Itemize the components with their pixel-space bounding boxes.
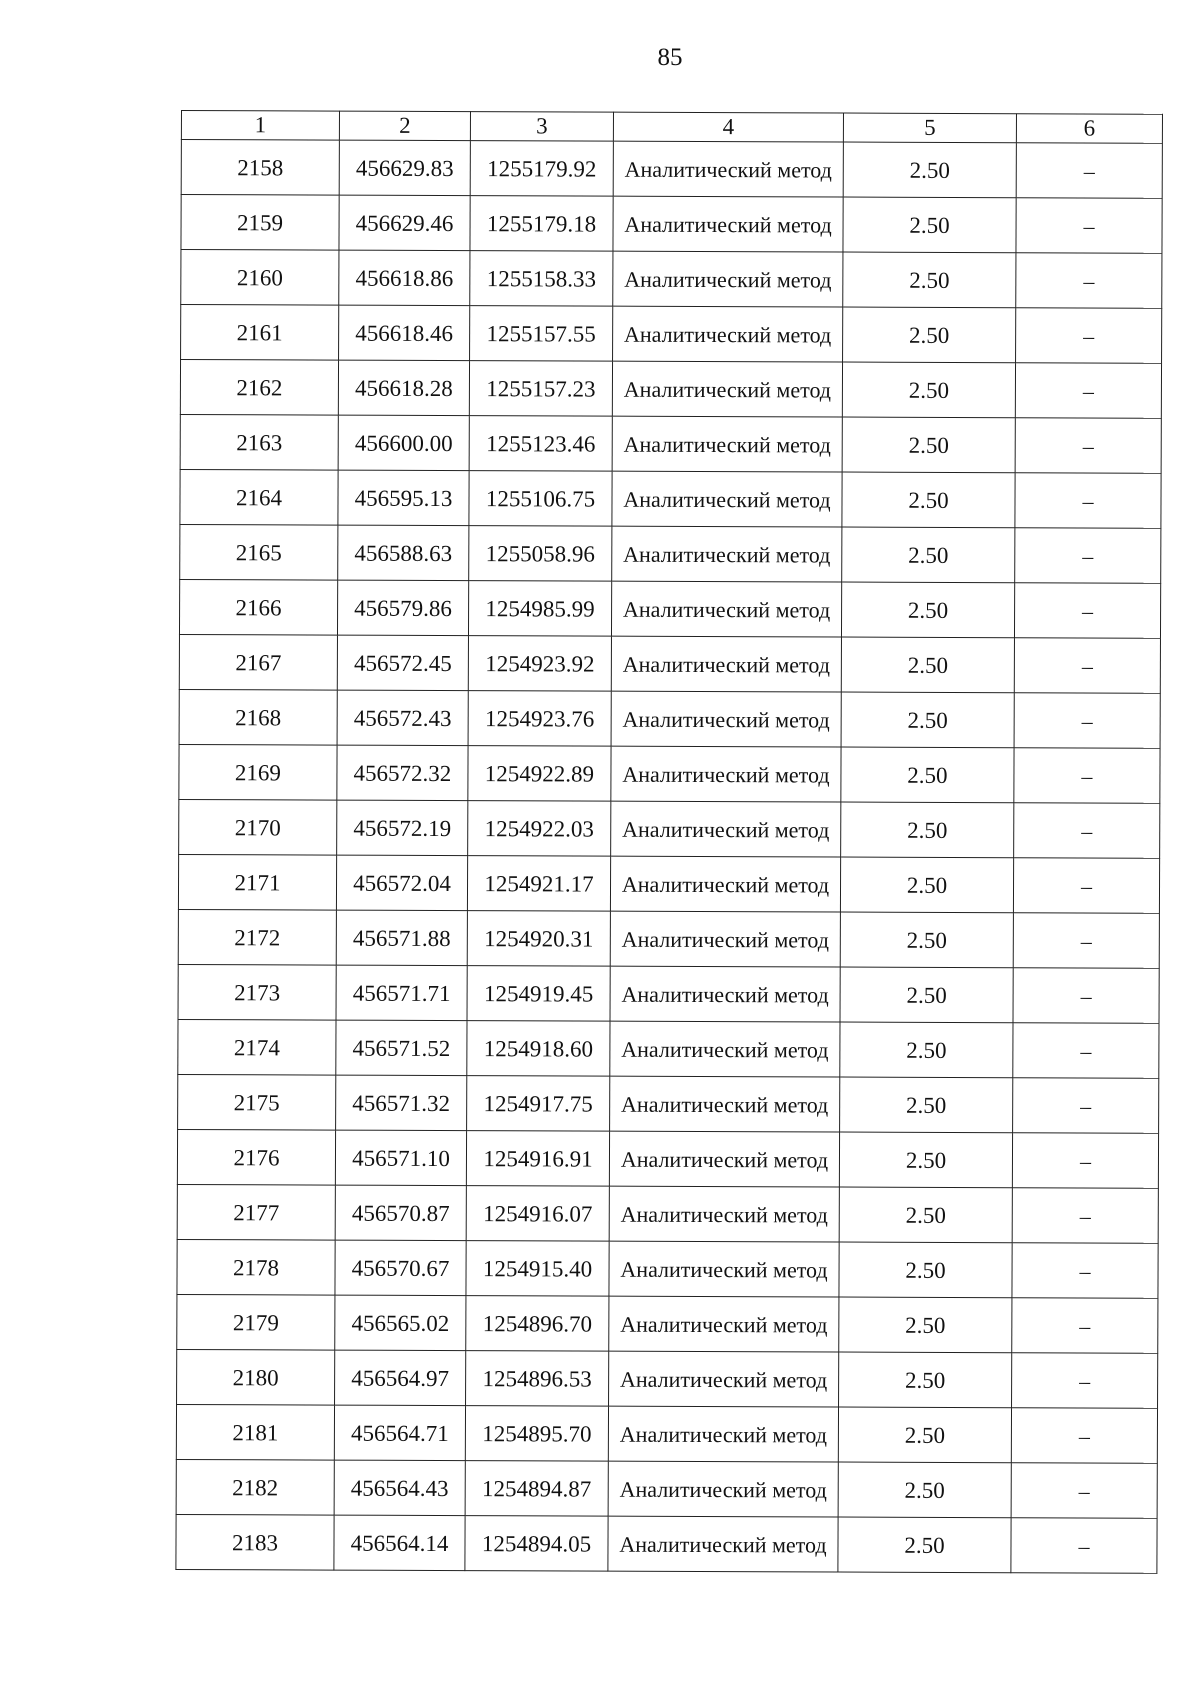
cell-accuracy: 2.50 bbox=[843, 307, 1016, 363]
cell-y-coordinate: 1254919.45 bbox=[467, 966, 610, 1022]
cell-method: Аналитический метод bbox=[611, 636, 841, 692]
cell-method: Аналитический метод bbox=[608, 1516, 838, 1572]
cell-y-coordinate: 1254896.70 bbox=[466, 1296, 609, 1352]
cell-accuracy: 2.50 bbox=[838, 1517, 1011, 1573]
cell-accuracy: 2.50 bbox=[840, 912, 1013, 968]
table-row bbox=[179, 579, 1160, 638]
cell-x-coordinate: 456629.83 bbox=[339, 140, 470, 196]
table-row bbox=[179, 799, 1160, 858]
cell-note: – bbox=[1012, 1133, 1158, 1189]
cell-accuracy: 2.50 bbox=[840, 1077, 1013, 1133]
table-row bbox=[181, 305, 1162, 364]
cell-y-coordinate: 1254985.99 bbox=[468, 581, 611, 637]
cell-method: Аналитический метод bbox=[609, 1351, 839, 1407]
table-row bbox=[177, 1239, 1158, 1298]
cell-accuracy: 2.50 bbox=[841, 802, 1014, 858]
cell-point-number: 2178 bbox=[177, 1239, 335, 1295]
cell-x-coordinate: 456629.46 bbox=[339, 195, 470, 251]
cell-point-number: 2171 bbox=[178, 854, 336, 910]
cell-method: Аналитический метод bbox=[610, 856, 840, 912]
cell-x-coordinate: 456572.43 bbox=[337, 690, 468, 746]
cell-y-coordinate: 1255157.55 bbox=[470, 306, 613, 362]
cell-method: Аналитический метод bbox=[609, 1296, 839, 1352]
cell-method: Аналитический метод bbox=[608, 1406, 838, 1462]
cell-method: Аналитический метод bbox=[611, 801, 841, 857]
cell-method: Аналитический метод bbox=[612, 361, 842, 417]
cell-note: – bbox=[1014, 638, 1160, 694]
cell-accuracy: 2.50 bbox=[842, 362, 1015, 418]
cell-point-number: 2170 bbox=[179, 799, 337, 855]
cell-y-coordinate: 1255058.96 bbox=[469, 526, 612, 582]
cell-method: Аналитический метод bbox=[612, 471, 842, 527]
cell-x-coordinate: 456564.14 bbox=[334, 1515, 465, 1571]
cell-point-number: 2173 bbox=[178, 964, 336, 1020]
cell-x-coordinate: 456618.86 bbox=[339, 250, 470, 306]
cell-point-number: 2175 bbox=[178, 1074, 336, 1130]
header-col-5: 5 bbox=[843, 113, 1016, 143]
cell-method: Аналитический метод bbox=[609, 1186, 839, 1242]
cell-method: Аналитический метод bbox=[610, 966, 840, 1022]
cell-method: Аналитический метод bbox=[611, 691, 841, 747]
cell-method: Аналитический метод bbox=[610, 1021, 840, 1077]
cell-x-coordinate: 456618.28 bbox=[338, 360, 469, 416]
cell-point-number: 2158 bbox=[181, 140, 339, 196]
cell-note: – bbox=[1012, 1243, 1158, 1299]
cell-y-coordinate: 1254894.05 bbox=[465, 1516, 608, 1572]
cell-y-coordinate: 1255106.75 bbox=[469, 471, 612, 527]
table-row bbox=[179, 744, 1160, 803]
cell-note: – bbox=[1016, 253, 1162, 309]
table-row bbox=[176, 1514, 1157, 1573]
page-number: 85 bbox=[657, 44, 683, 71]
cell-point-number: 2172 bbox=[178, 909, 336, 965]
cell-x-coordinate: 456570.67 bbox=[335, 1240, 466, 1296]
cell-y-coordinate: 1255179.92 bbox=[470, 141, 613, 197]
cell-point-number: 2165 bbox=[180, 524, 338, 580]
table-row bbox=[181, 195, 1162, 254]
cell-accuracy: 2.50 bbox=[839, 1297, 1012, 1353]
cell-accuracy: 2.50 bbox=[839, 1187, 1012, 1243]
cell-note: – bbox=[1013, 968, 1159, 1024]
cell-note: – bbox=[1013, 1023, 1159, 1079]
cell-x-coordinate: 456572.04 bbox=[336, 855, 467, 911]
cell-note: – bbox=[1013, 858, 1159, 914]
cell-x-coordinate: 456564.43 bbox=[334, 1460, 465, 1516]
cell-note: – bbox=[1012, 1188, 1158, 1244]
cell-method: Аналитический метод bbox=[613, 251, 843, 307]
cell-note: – bbox=[1011, 1463, 1157, 1519]
cell-point-number: 2182 bbox=[176, 1459, 334, 1515]
cell-note: – bbox=[1014, 693, 1160, 749]
cell-method: Аналитический метод bbox=[609, 1131, 839, 1187]
cell-method: Аналитический метод bbox=[612, 416, 842, 472]
cell-y-coordinate: 1255158.33 bbox=[470, 251, 613, 307]
table-row bbox=[177, 1184, 1158, 1243]
cell-x-coordinate: 456571.32 bbox=[336, 1075, 467, 1131]
cell-note: – bbox=[1014, 748, 1160, 804]
table-row bbox=[181, 140, 1162, 199]
cell-x-coordinate: 456565.02 bbox=[335, 1295, 466, 1351]
cell-y-coordinate: 1255157.23 bbox=[469, 361, 612, 417]
table-row bbox=[178, 1074, 1159, 1133]
cell-y-coordinate: 1254922.03 bbox=[468, 801, 611, 857]
cell-accuracy: 2.50 bbox=[840, 857, 1013, 913]
cell-x-coordinate: 456571.71 bbox=[336, 965, 467, 1021]
cell-x-coordinate: 456571.88 bbox=[336, 910, 467, 966]
header-col-1: 1 bbox=[181, 111, 339, 141]
table-row bbox=[180, 414, 1161, 473]
cell-note: – bbox=[1011, 1408, 1157, 1464]
cell-y-coordinate: 1254923.76 bbox=[468, 691, 611, 747]
table-row bbox=[178, 1019, 1159, 1078]
cell-accuracy: 2.50 bbox=[841, 692, 1014, 748]
cell-y-coordinate: 1254895.70 bbox=[465, 1406, 608, 1462]
cell-accuracy: 2.50 bbox=[839, 1352, 1012, 1408]
cell-x-coordinate: 456564.97 bbox=[335, 1350, 466, 1406]
cell-note: – bbox=[1015, 363, 1161, 419]
cell-x-coordinate: 456571.52 bbox=[336, 1020, 467, 1076]
table-row bbox=[179, 634, 1160, 693]
cell-x-coordinate: 456572.45 bbox=[337, 635, 468, 691]
cell-accuracy: 2.50 bbox=[843, 197, 1016, 253]
cell-x-coordinate: 456595.13 bbox=[338, 470, 469, 526]
cell-point-number: 2176 bbox=[177, 1129, 335, 1185]
cell-point-number: 2166 bbox=[179, 579, 337, 635]
cell-method: Аналитический метод bbox=[609, 1241, 839, 1297]
cell-x-coordinate: 456588.63 bbox=[338, 525, 469, 581]
header-col-3: 3 bbox=[470, 112, 613, 142]
cell-y-coordinate: 1254894.87 bbox=[465, 1461, 608, 1517]
table-row bbox=[177, 1294, 1158, 1353]
table-row bbox=[180, 524, 1161, 583]
table-row bbox=[176, 1404, 1157, 1463]
table-row bbox=[178, 854, 1159, 913]
cell-accuracy: 2.50 bbox=[839, 1242, 1012, 1298]
cell-note: – bbox=[1015, 418, 1161, 474]
table-row bbox=[180, 360, 1161, 419]
cell-y-coordinate: 1254921.17 bbox=[467, 856, 610, 912]
table-row bbox=[178, 964, 1159, 1023]
cell-x-coordinate: 456571.10 bbox=[335, 1130, 466, 1186]
cell-note: – bbox=[1014, 583, 1160, 639]
cell-y-coordinate: 1254896.53 bbox=[466, 1351, 609, 1407]
header-col-2: 2 bbox=[339, 111, 470, 141]
cell-y-coordinate: 1254915.40 bbox=[466, 1241, 609, 1297]
cell-point-number: 2160 bbox=[181, 250, 339, 306]
table-row bbox=[179, 689, 1160, 748]
cell-note: – bbox=[1016, 198, 1162, 254]
cell-method: Аналитический метод bbox=[613, 196, 843, 252]
cell-note: – bbox=[1013, 913, 1159, 969]
table-row bbox=[181, 250, 1162, 309]
cell-method: Аналитический метод bbox=[611, 746, 841, 802]
cell-y-coordinate: 1254917.75 bbox=[467, 1076, 610, 1132]
cell-note: – bbox=[1015, 528, 1161, 584]
table-row bbox=[176, 1459, 1157, 1518]
cell-y-coordinate: 1254916.91 bbox=[466, 1131, 609, 1187]
table-body bbox=[176, 140, 1162, 1574]
cell-accuracy: 2.50 bbox=[838, 1462, 1011, 1518]
cell-accuracy: 2.50 bbox=[841, 637, 1014, 693]
coordinates-table bbox=[175, 110, 1163, 1574]
cell-point-number: 2169 bbox=[179, 744, 337, 800]
cell-point-number: 2177 bbox=[177, 1184, 335, 1240]
cell-accuracy: 2.50 bbox=[840, 1022, 1013, 1078]
cell-point-number: 2164 bbox=[180, 469, 338, 525]
table-row bbox=[177, 1129, 1158, 1188]
cell-y-coordinate: 1255179.18 bbox=[470, 196, 613, 252]
cell-x-coordinate: 456564.71 bbox=[334, 1405, 465, 1461]
cell-method: Аналитический метод bbox=[610, 911, 840, 967]
cell-point-number: 2179 bbox=[177, 1294, 335, 1350]
cell-method: Аналитический метод bbox=[612, 526, 842, 582]
cell-y-coordinate: 1254922.89 bbox=[468, 746, 611, 802]
cell-accuracy: 2.50 bbox=[843, 142, 1016, 198]
table-row bbox=[180, 469, 1161, 528]
cell-y-coordinate: 1254916.07 bbox=[466, 1186, 609, 1242]
cell-x-coordinate: 456618.46 bbox=[339, 305, 470, 361]
cell-point-number: 2163 bbox=[180, 414, 338, 470]
cell-point-number: 2162 bbox=[180, 360, 338, 416]
cell-accuracy: 2.50 bbox=[842, 417, 1015, 473]
cell-x-coordinate: 456579.86 bbox=[337, 580, 468, 636]
cell-accuracy: 2.50 bbox=[838, 1407, 1011, 1463]
cell-method: Аналитический метод bbox=[613, 306, 843, 362]
cell-point-number: 2159 bbox=[181, 195, 339, 251]
cell-note: – bbox=[1011, 1518, 1157, 1574]
cell-note: – bbox=[1016, 143, 1162, 199]
cell-note: – bbox=[1013, 1078, 1159, 1134]
cell-note: – bbox=[1014, 803, 1160, 859]
cell-x-coordinate: 456572.19 bbox=[337, 800, 468, 856]
cell-accuracy: 2.50 bbox=[842, 527, 1015, 583]
cell-method: Аналитический метод bbox=[611, 581, 841, 637]
cell-accuracy: 2.50 bbox=[840, 967, 1013, 1023]
cell-point-number: 2167 bbox=[179, 634, 337, 690]
cell-point-number: 2181 bbox=[176, 1404, 334, 1460]
cell-point-number: 2168 bbox=[179, 689, 337, 745]
cell-y-coordinate: 1254923.92 bbox=[468, 636, 611, 692]
cell-note: – bbox=[1012, 1298, 1158, 1354]
cell-note: – bbox=[1015, 473, 1161, 529]
cell-method: Аналитический метод bbox=[610, 1076, 840, 1132]
cell-accuracy: 2.50 bbox=[841, 582, 1014, 638]
cell-x-coordinate: 456570.87 bbox=[335, 1185, 466, 1241]
cell-method: Аналитический метод bbox=[613, 141, 843, 197]
cell-accuracy: 2.50 bbox=[843, 252, 1016, 308]
cell-accuracy: 2.50 bbox=[841, 747, 1014, 803]
cell-method: Аналитический метод bbox=[608, 1461, 838, 1517]
cell-accuracy: 2.50 bbox=[839, 1132, 1012, 1188]
cell-x-coordinate: 456600.00 bbox=[338, 415, 469, 471]
header-col-4: 4 bbox=[613, 112, 843, 142]
cell-point-number: 2183 bbox=[176, 1514, 334, 1570]
cell-point-number: 2174 bbox=[178, 1019, 336, 1075]
cell-y-coordinate: 1254918.60 bbox=[467, 1021, 610, 1077]
cell-point-number: 2180 bbox=[177, 1349, 335, 1405]
cell-accuracy: 2.50 bbox=[842, 472, 1015, 528]
table-row bbox=[178, 909, 1159, 968]
cell-point-number: 2161 bbox=[181, 305, 339, 361]
cell-note: – bbox=[1012, 1353, 1158, 1409]
header-row bbox=[181, 111, 1162, 144]
cell-note: – bbox=[1016, 308, 1162, 364]
cell-y-coordinate: 1254920.31 bbox=[467, 911, 610, 967]
table-row bbox=[177, 1349, 1158, 1408]
cell-y-coordinate: 1255123.46 bbox=[469, 416, 612, 472]
header-col-6: 6 bbox=[1016, 114, 1162, 144]
cell-x-coordinate: 456572.32 bbox=[337, 745, 468, 801]
